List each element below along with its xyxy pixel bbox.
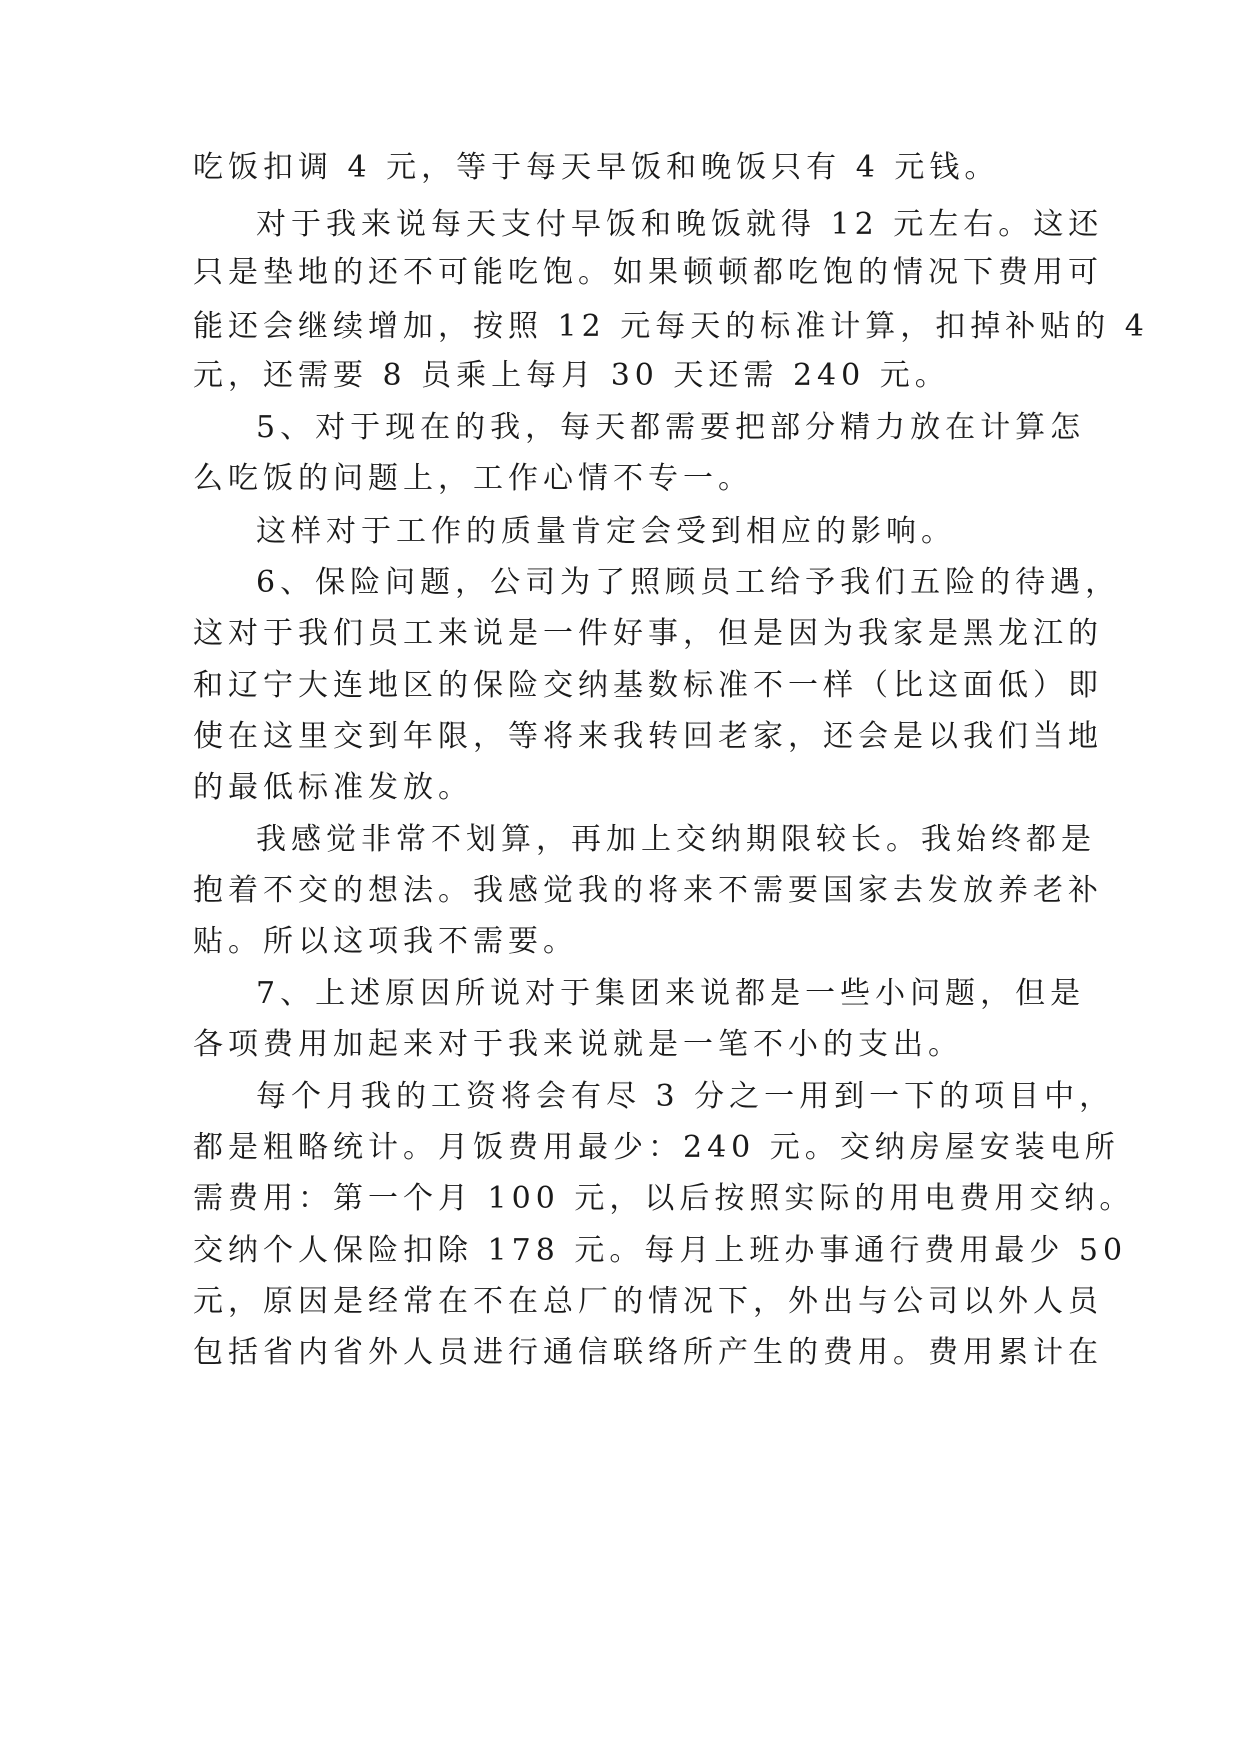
text-line: 每个月我的工资将会有尽 3 分之一用到一下的项目中， — [256, 1079, 1115, 1114]
text-line: 我感觉非常不划算，再加上交纳期限较长。我始终都是 — [256, 822, 1096, 857]
text-line: 元，原因是经常在不在总厂的情况下，外出与公司以外人员 — [193, 1284, 1103, 1319]
text-line: 吃饭扣调 4 元，等于每天早饭和晚饭只有 4 元钱。 — [193, 150, 1000, 185]
text-line: 和辽宁大连地区的保险交纳基数标准不一样（比这面低）即 — [193, 668, 1103, 703]
text-line: 这样对于工作的质量肯定会受到相应的影响。 — [256, 514, 956, 549]
text-line: 的最低标准发放。 — [193, 770, 473, 805]
text-line: 只是垫地的还不可能吃饱。如果顿顿都吃饱的情况下费用可 — [193, 255, 1103, 290]
text-line: 6、保险问题，公司为了照顾员工给予我们五险的待遇， — [256, 565, 1121, 600]
text-line: 么吃饭的问题上，工作心情不专一。 — [193, 461, 753, 496]
text-line: 贴。所以这项我不需要。 — [193, 924, 578, 959]
text-line: 元，还需要 8 员乘上每月 30 天还需 240 元。 — [193, 358, 950, 393]
text-line: 各项费用加起来对于我来说就是一笔不小的支出。 — [193, 1027, 963, 1062]
text-line: 5、对于现在的我，每天都需要把部分精力放在计算怎 — [256, 410, 1086, 445]
text-line: 都是粗略统计。月饭费用最少：240 元。交纳房屋安装电所 — [193, 1130, 1120, 1165]
text-line: 能还会继续增加，按照 12 元每天的标准计算，扣掉补贴的 4 — [193, 309, 1149, 344]
text-line: 这对于我们员工来说是一件好事，但是因为我家是黑龙江的 — [193, 616, 1103, 651]
text-line: 7、上述原因所说对于集团来说都是一些小问题，但是 — [256, 976, 1086, 1011]
text-line: 包括省内省外人员进行通信联络所产生的费用。费用累计在 — [193, 1335, 1103, 1370]
text-line: 交纳个人保险扣除 178 元。每月上班办事通行费用最少 50 — [193, 1233, 1128, 1268]
text-line: 需费用：第一个月 100 元，以后按照实际的用电费用交纳。 — [193, 1181, 1135, 1216]
text-line: 抱着不交的想法。我感觉我的将来不需要国家去发放养老补 — [193, 873, 1103, 908]
text-line: 对于我来说每天支付早饭和晚饭就得 12 元左右。这还 — [256, 207, 1104, 242]
text-line: 使在这里交到年限，等将来我转回老家，还会是以我们当地 — [193, 719, 1103, 754]
